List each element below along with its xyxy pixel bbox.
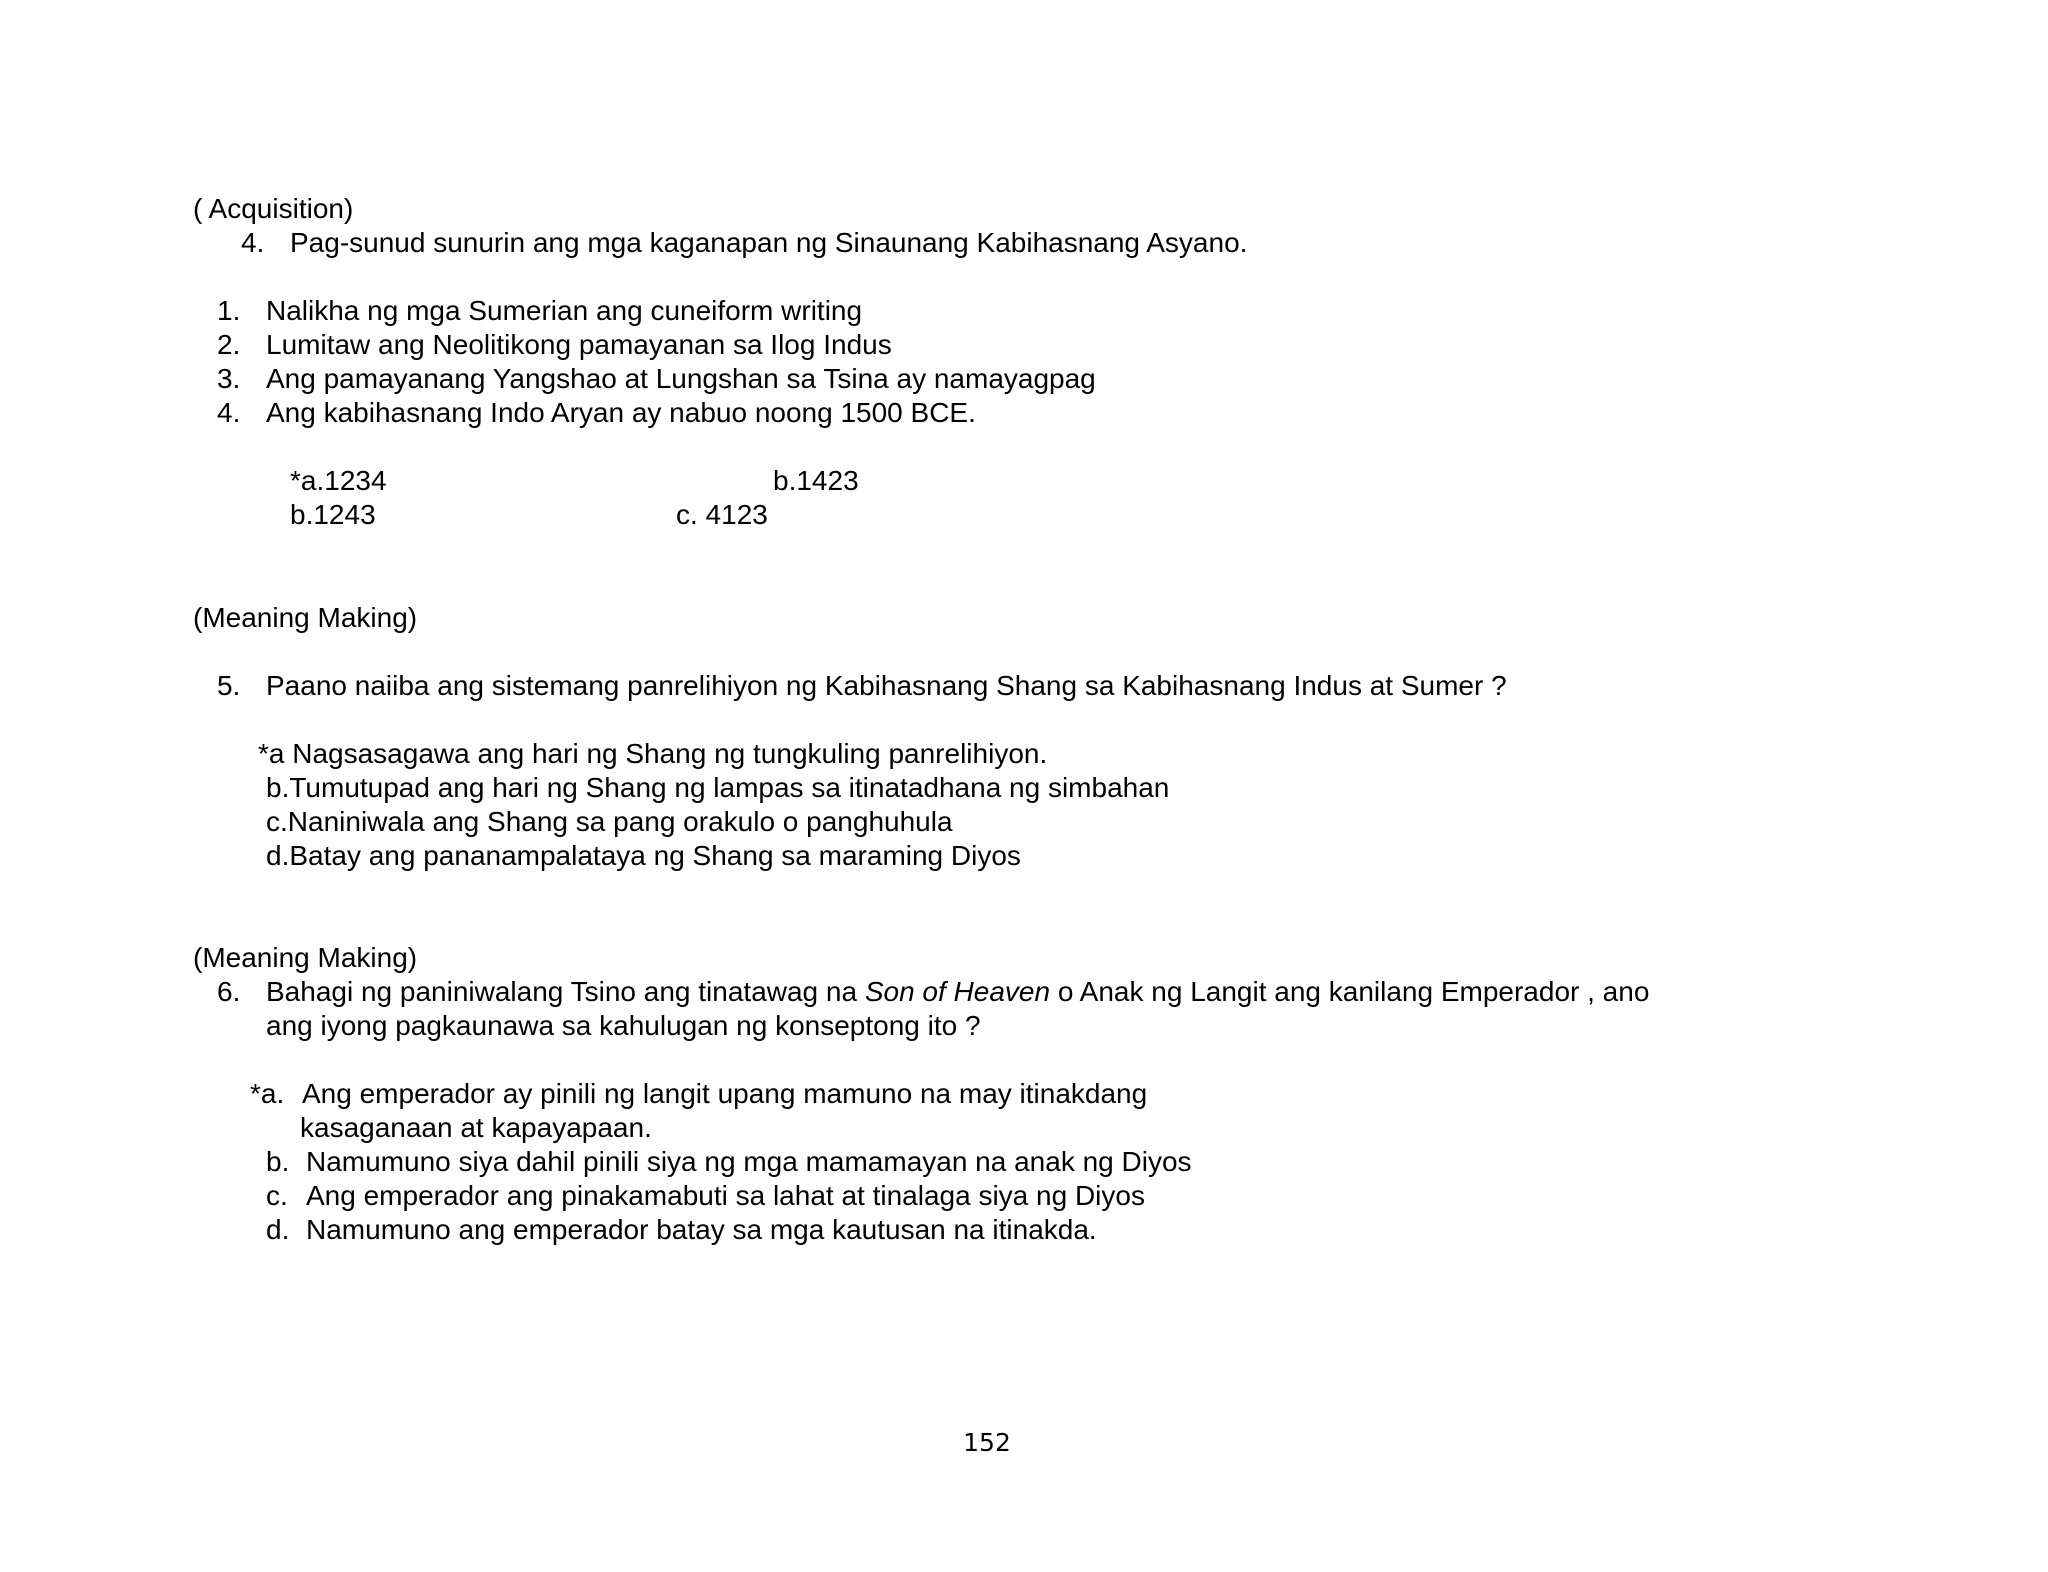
choice-a: *a Nagsasagawa ang hari ng Shang ng tungkuling panrelihiyon. [258,738,1048,769]
choice-a-continued: kasaganaan at kapayapaan. [300,1112,652,1143]
question-number: 4. [241,227,265,258]
choice-label: b. [266,1146,290,1177]
question-text-italic: Son of Heaven [864,976,1051,1007]
event-text: Ang kabihasnang Indo Aryan ay nabuo noong 1500 BCE. [266,397,976,428]
choice-d: d.Batay ang pananampalataya ng Shang sa maraming Diyos [266,840,1021,871]
choice-b-alt: b.1243 [290,499,376,530]
choice-b: b.1423 [773,465,859,496]
question-text: Pag-sunud sunurin ang mga kaganapan ng Sinaunang Kabihasnang Asyano. [290,227,1248,258]
choice-a: *a.1234 [290,465,387,496]
choice-label: c. [266,1180,288,1211]
choice-b: b.Tumutupad ang hari ng Shang ng lampas sa itinatadhana ng simbahan [266,772,1170,803]
question-text [266,975,1649,1009]
page-number: 152 [963,1428,1011,1457]
event-number: 3. [217,363,241,394]
question-text: Paano naiiba ang sistemang panrelihiyon ng Kabihasnang Shang sa Kabihasnang Indus at Sumer ? [266,670,1507,701]
choice-b: Namumuno siya dahil pinili siya ng mga mamamayan na anak ng Diyos [306,1146,1192,1177]
question-text-start: Bahagi ng paniniwalang Tsino ang tinatawag na [266,976,865,1007]
question-number: 6. [217,976,241,1007]
question-number: 5. [217,670,241,701]
event-text: Nalikha ng mga Sumerian ang cuneiform writing [266,295,863,326]
event-number: 2. [217,329,241,360]
choice-c: c. 4123 [676,499,768,530]
event-text: Ang pamayanang Yangshao at Lungshan sa Tsina ay namayagpag [266,363,1096,394]
question-text-end: o Anak ng Langit ang kanilang Emperador , ano [1050,976,1650,1007]
choice-c: c.Naniniwala ang Shang sa pang orakulo o panghuhula [266,806,953,837]
event-number: 1. [217,295,241,326]
section-heading-meaning-making: (Meaning Making) [193,942,418,973]
event-number: 4. [217,397,241,428]
question-text-line2: ang iyong pagkaunawa sa kahulugan ng konseptong ito ? [266,1010,981,1041]
section-heading-meaning-making: (Meaning Making) [193,602,418,633]
section-heading-acquisition: ( Acquisition) [193,193,354,224]
choice-c: Ang emperador ang pinakamabuti sa lahat at tinalaga siya ng Diyos [306,1180,1145,1211]
event-text: Lumitaw ang Neolitikong pamayanan sa Ilog Indus [266,329,892,360]
choice-label: *a. [250,1078,285,1109]
choice-label: d. [266,1214,290,1245]
choice-d: Namumuno ang emperador batay sa mga kautusan na itinakda. [306,1214,1097,1245]
choice-a: Ang emperador ay pinili ng langit upang mamuno na may itinakdang [302,1078,1148,1109]
